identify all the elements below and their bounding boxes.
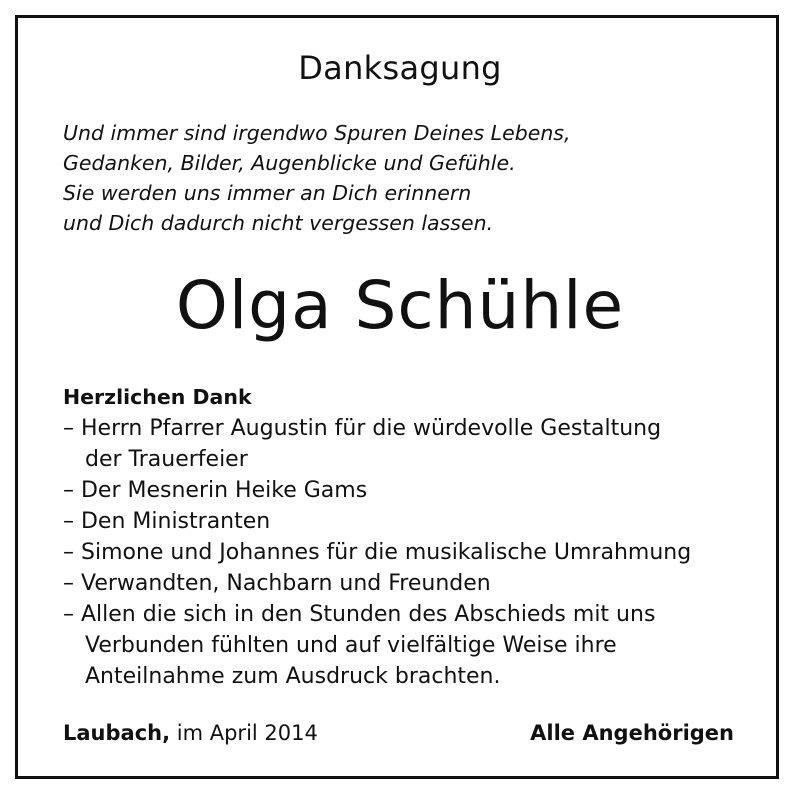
thanks-entry-line: Verbunden fühlten und auf vielfältige Weise ihre xyxy=(85,633,617,658)
thanks-entry xyxy=(63,506,691,537)
poem xyxy=(63,118,571,238)
thanks-entry-line: – Den Ministranten xyxy=(63,509,271,534)
thanks-entry-line: – Allen die sich in den Stunden des Abschieds mit uns xyxy=(63,602,656,627)
thanks-entry xyxy=(63,475,691,506)
thanks-entry-line: – Simone und Johannes für die musikalische Umrahmung xyxy=(63,540,692,565)
thanks-entry xyxy=(63,413,691,475)
deceased-name: Olga Schühle xyxy=(175,267,625,344)
poem-line: Sie werden uns immer an Dich erinnern xyxy=(63,181,472,205)
thanks-entry-line: der Trauerfeier xyxy=(85,447,248,472)
poem-line: und Dich dadurch nicht vergessen lassen. xyxy=(63,211,494,235)
thanks-entry-line: – Verwandten, Nachbarn und Freunden xyxy=(63,571,491,596)
thanks-entry xyxy=(63,599,691,692)
date: im April 2014 xyxy=(170,721,318,745)
thanks-heading: Herzlichen Dank xyxy=(63,385,252,409)
thanks-entry-line: Anteilnahme zum Ausdruck brachten. xyxy=(85,664,501,689)
footer xyxy=(63,718,734,748)
thanks-entry xyxy=(63,537,691,568)
thanks-entry xyxy=(63,568,691,599)
place: Laubach, xyxy=(63,721,171,745)
place-date xyxy=(63,718,318,748)
signature: Alle Angehörigen xyxy=(530,721,734,745)
thanks-entry-line: – Herrn Pfarrer Augustin für die würdevolle Gestaltung xyxy=(63,416,662,441)
thanks-section xyxy=(63,382,691,692)
thanks-entry-line: – Der Mesnerin Heike Gams xyxy=(63,478,368,503)
poem-line: Und immer sind irgendwo Spuren Deines Lebens, xyxy=(63,121,571,145)
notice-title: Danksagung xyxy=(298,49,502,87)
poem-line: Gedanken, Bilder, Augenblicke und Gefühle. xyxy=(63,151,516,175)
